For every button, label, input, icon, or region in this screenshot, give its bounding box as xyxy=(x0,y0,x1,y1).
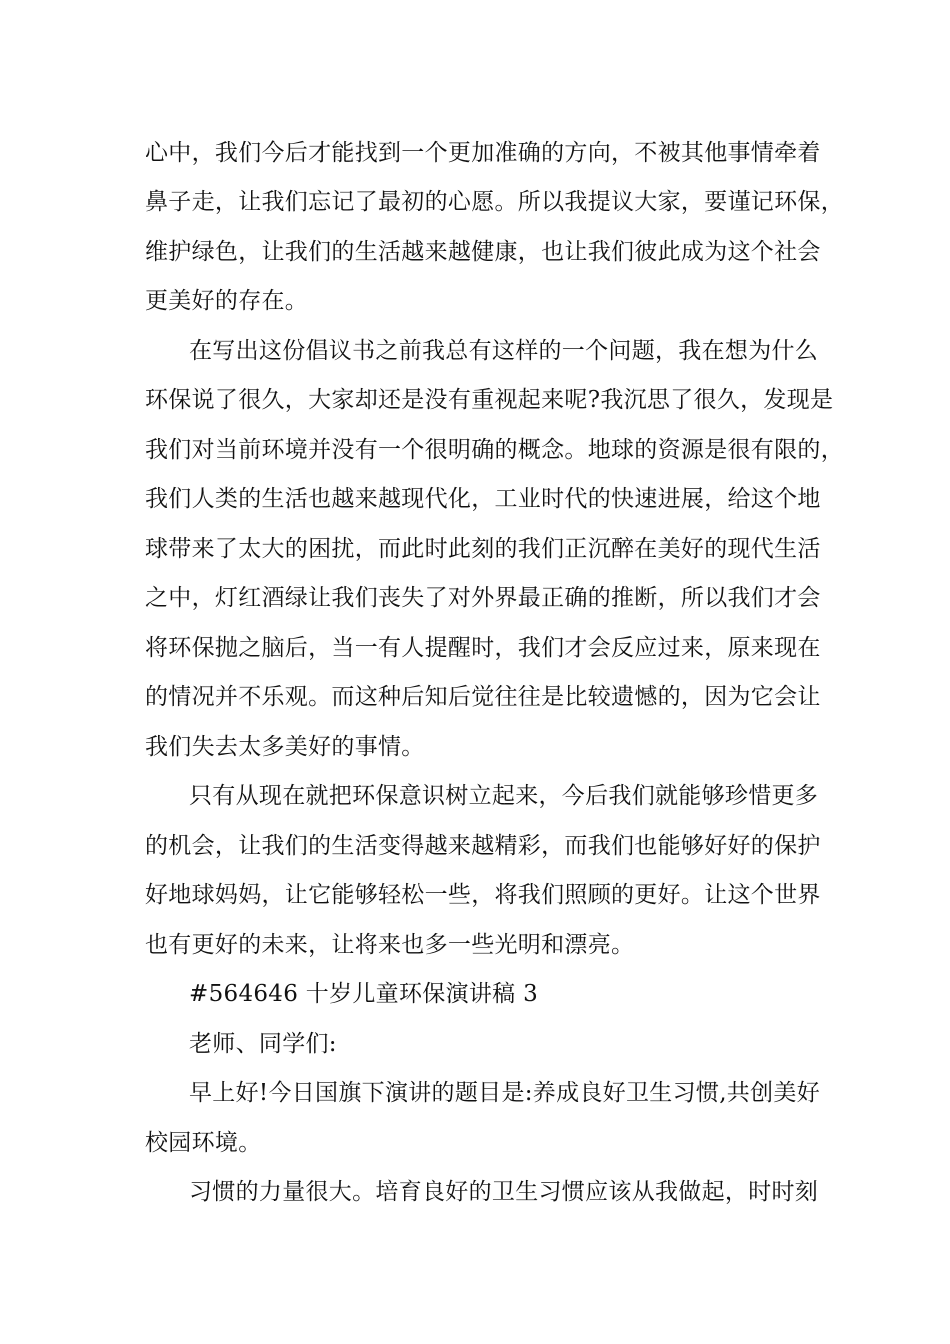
text-line: 的情况并不乐观。而这种后知后觉往往是比较遗憾的，因为它会让 xyxy=(145,684,821,710)
paragraph-first-line: 在写出这份倡议书之前我总有这样的一个问题，我在想为什么 xyxy=(189,338,819,364)
paragraph-first-line: 早上好!今日国旗下演讲的题目是:养成良好卫生习惯,共创美好 xyxy=(189,1080,821,1106)
text-line: 将环保抛之脑后，当一有人提醒时，我们才会反应过来，原来现在 xyxy=(145,635,821,661)
section-heading: #564646 十岁儿童环保演讲稿 3 xyxy=(189,981,539,1007)
paragraph-first-line: 只有从现在就把环保意识树立起来，今后我们就能够珍惜更多 xyxy=(189,783,819,809)
text-line: 更美好的存在。 xyxy=(145,288,309,314)
text-line: 鼻子走，让我们忘记了最初的心愿。所以我提议大家，要谨记环保， xyxy=(145,189,844,215)
text-line: 球带来了太大的困扰，而此时此刻的我们正沉醉在美好的现代生活 xyxy=(145,536,821,562)
text-line: 我们失去太多美好的事情。 xyxy=(145,734,425,760)
text-line: 之中，灯红酒绿让我们丧失了对外界最正确的推断，所以我们才会 xyxy=(145,585,821,611)
text-line: 环保说了很久，大家却还是没有重视起来呢?我沉思了很久，发现是 xyxy=(145,387,834,413)
text-line: 我们对当前环境并没有一个很明确的概念。地球的资源是很有限的， xyxy=(145,437,844,463)
text-line: 心中，我们今后才能找到一个更加准确的方向，不被其他事情牵着 xyxy=(145,140,821,166)
text-line: 校园环境。 xyxy=(145,1130,262,1156)
salutation: 老师、同学们: xyxy=(189,1031,337,1057)
text-line: 好地球妈妈，让它能够轻松一些，将我们照顾的更好。让这个世界 xyxy=(145,882,821,908)
text-line: 也有更好的未来，让将来也多一些光明和漂亮。 xyxy=(145,932,635,958)
text-line: 维护绿色，让我们的生活越来越健康，也让我们彼此成为这个社会 xyxy=(145,239,821,265)
paragraph-first-line: 习惯的力量很大。培育良好的卫生习惯应该从我做起，时时刻 xyxy=(189,1179,819,1205)
text-line: 的机会，让我们的生活变得越来越精彩，而我们也能够好好的保护 xyxy=(145,833,821,859)
text-line: 我们人类的生活也越来越现代化，工业时代的快速进展，给这个地 xyxy=(145,486,821,512)
